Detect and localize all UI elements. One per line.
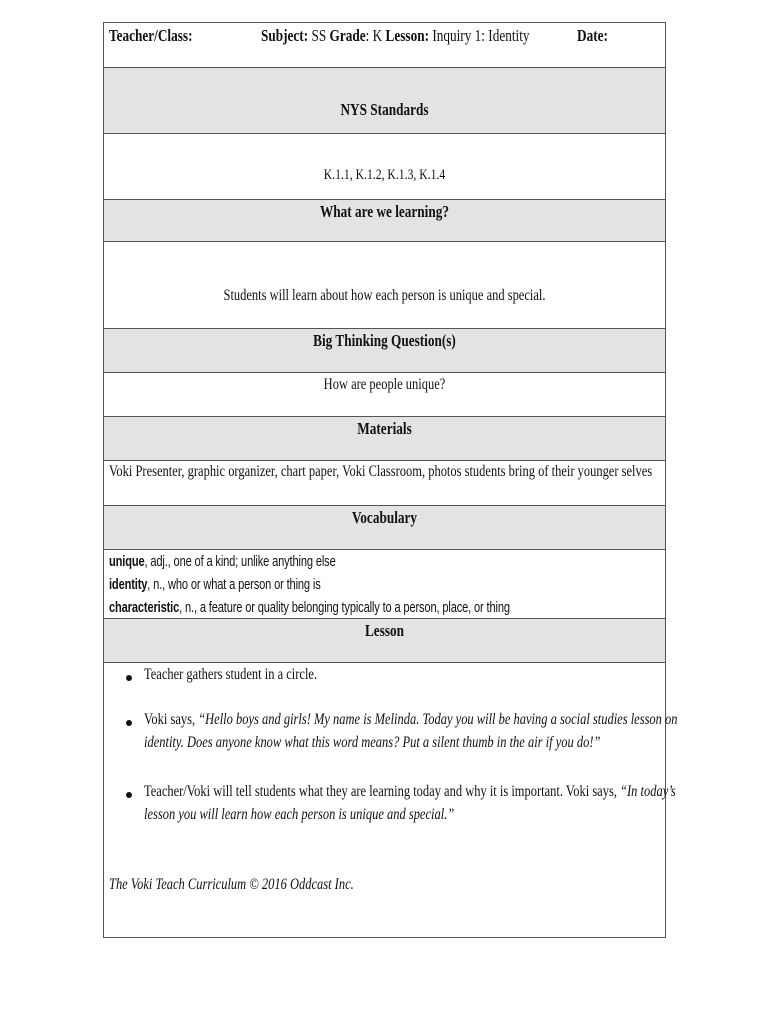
vocab-item-unique	[109, 553, 336, 570]
vocabulary-heading-row	[104, 506, 665, 550]
lesson-step-1: Teacher gathers student in a circle.	[144, 666, 318, 683]
lesson-step-3-quote-start: “In today’s	[620, 783, 676, 800]
date-label: Date:	[577, 26, 608, 45]
lesson-label: Lesson:	[385, 26, 430, 45]
vocab-definition: , n., a feature or quality belonging typically to a person, place, or thing	[179, 599, 510, 616]
materials-value-row	[104, 461, 665, 506]
bullet-icon	[126, 792, 132, 798]
vocab-term: unique	[109, 553, 145, 570]
lesson-heading-row	[104, 619, 665, 663]
lesson-step-3-line-2: lesson you will learn how each person is unique and special.”	[144, 806, 455, 823]
lesson-step-2-line-2: identity. Does anyone know what this word means? Put a silent thumb in the air if you do!”	[144, 734, 601, 751]
lesson-step-2-intro: Voki says,	[144, 711, 199, 728]
lesson-value: Inquiry 1: Identity	[429, 26, 530, 45]
learning-value-row	[104, 242, 665, 329]
bullet-icon	[126, 720, 132, 726]
vocab-item-characteristic	[109, 599, 510, 616]
big-question-heading: Big Thinking Question(s)	[313, 331, 456, 350]
big-question-heading-row	[104, 329, 665, 373]
learning-heading: What are we learning?	[319, 202, 450, 221]
lesson-step-3-line-1	[144, 783, 676, 801]
subject-label: Subject:	[261, 26, 309, 45]
vocab-term: characteristic	[109, 599, 180, 616]
subject-grade-lesson	[261, 26, 530, 46]
lesson-step-2-line-1	[144, 711, 678, 729]
big-question-value: How are people unique?	[323, 376, 446, 393]
materials-value: Voki Presenter, graphic organizer, chart paper, Voki Classroom, photos students bring of their younger selves	[109, 463, 653, 480]
vocab-definition: , adj., one of a kind; unlike anything else	[144, 553, 336, 570]
vocab-term: identity	[109, 576, 148, 593]
grade-label: Grade	[329, 26, 366, 45]
standards-heading-row	[104, 68, 665, 134]
header-row	[104, 23, 665, 68]
vocab-item-identity	[109, 576, 321, 593]
vocabulary-heading: Vocabulary	[351, 508, 418, 527]
bullet-icon	[126, 675, 132, 681]
lesson-step-2-quote-start: “Hello boys and girls! My name is Melinda. Today you will be having a social studies lesson on	[198, 711, 678, 728]
lesson-plan-sheet	[103, 22, 678, 938]
learning-heading-row	[104, 200, 665, 242]
standards-value-row	[104, 134, 665, 200]
standards-value: K.1.1, K.1.2, K.1.3, K.1.4	[323, 167, 446, 183]
teacher-class-label: Teacher/Class:	[109, 26, 193, 45]
big-question-value-row	[104, 373, 665, 417]
lesson-body-row	[104, 663, 678, 939]
learning-value: Students will learn about how each person is unique and special.	[223, 287, 546, 304]
lesson-heading: Lesson	[364, 621, 405, 640]
materials-heading-row	[104, 417, 665, 461]
vocab-definition: , n., who or what a person or thing is	[147, 576, 321, 593]
lesson-step-3-intro: Teacher/Voki will tell students what they are learning today and why it is important. Voki says,	[144, 783, 621, 800]
materials-heading: Materials	[357, 419, 412, 438]
standards-heading: NYS Standards	[340, 100, 429, 119]
grade-value: : K	[365, 26, 383, 45]
copyright-footer: The Voki Teach Curriculum © 2016 Oddcast Inc.	[109, 876, 354, 893]
subject-value: SS	[308, 26, 327, 45]
vocabulary-list-row	[104, 550, 665, 619]
